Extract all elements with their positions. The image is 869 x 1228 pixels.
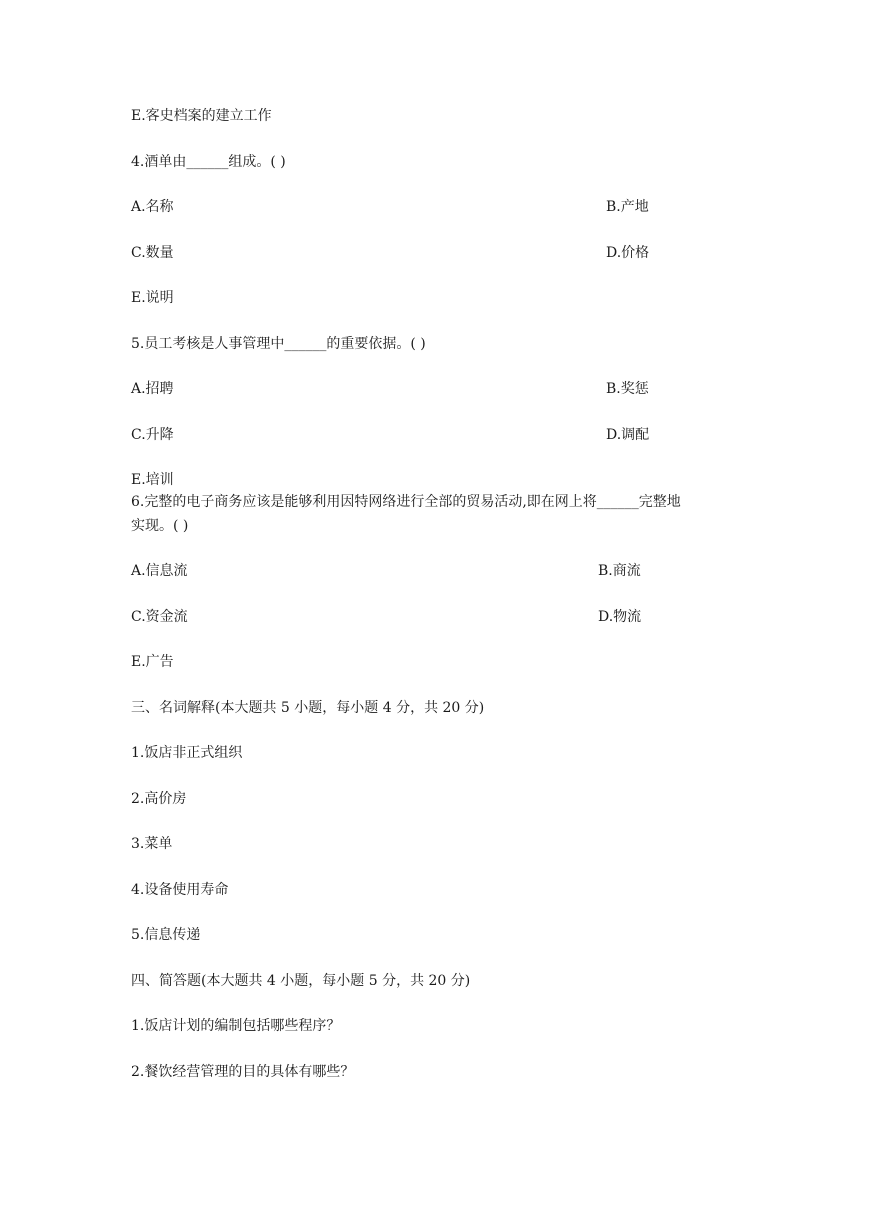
- term-5: 5.信息传递: [131, 927, 201, 943]
- q6-option-a: A.信息流: [131, 563, 188, 579]
- q4-question: 4.酒单由______组成。( ): [131, 154, 286, 170]
- q4-option-d: D.价格: [606, 245, 650, 261]
- q3-option-e: E.客史档案的建立工作: [131, 108, 272, 124]
- q4-option-e: E.说明: [131, 290, 174, 306]
- q5-option-b: B.奖惩: [606, 381, 649, 397]
- section-4-heading: 四、简答题(本大题共 4 小题，每小题 5 分，共 20 分): [131, 973, 471, 989]
- short-answer-2: 2.餐饮经营管理的目的具体有哪些？: [131, 1064, 355, 1080]
- term-1: 1.饭店非正式组织: [131, 745, 243, 761]
- q5-option-a: A.招聘: [131, 381, 174, 397]
- q4-option-b: B.产地: [606, 199, 649, 215]
- q5-option-e: E.培训: [131, 472, 174, 488]
- q6-option-e: E.广告: [131, 654, 174, 670]
- q5-option-c: C.升降: [131, 427, 174, 443]
- q6-question-line1: 6.完整的电子商务应该是能够利用因特网络进行全部的贸易活动,即在网上将______完整地: [131, 494, 681, 510]
- q6-option-c: C.资金流: [131, 609, 188, 625]
- q5-option-d: D.调配: [606, 427, 650, 443]
- q6-option-b: B.商流: [598, 563, 641, 579]
- short-answer-1: 1.饭店计划的编制包括哪些程序？: [131, 1018, 341, 1034]
- q6-option-d: D.物流: [598, 609, 642, 625]
- q6-question-line2: 实现。( ): [131, 518, 189, 534]
- term-2: 2.高价房: [131, 791, 187, 807]
- term-4: 4.设备使用寿命: [131, 882, 229, 898]
- q5-question: 5.员工考核是人事管理中______的重要依据。( ): [131, 336, 426, 352]
- q4-option-c: C.数量: [131, 245, 174, 261]
- section-3-heading: 三、名词解释(本大题共 5 小题，每小题 4 分，共 20 分): [131, 700, 485, 716]
- term-3: 3.菜单: [131, 836, 173, 852]
- q4-option-a: A.名称: [131, 199, 174, 215]
